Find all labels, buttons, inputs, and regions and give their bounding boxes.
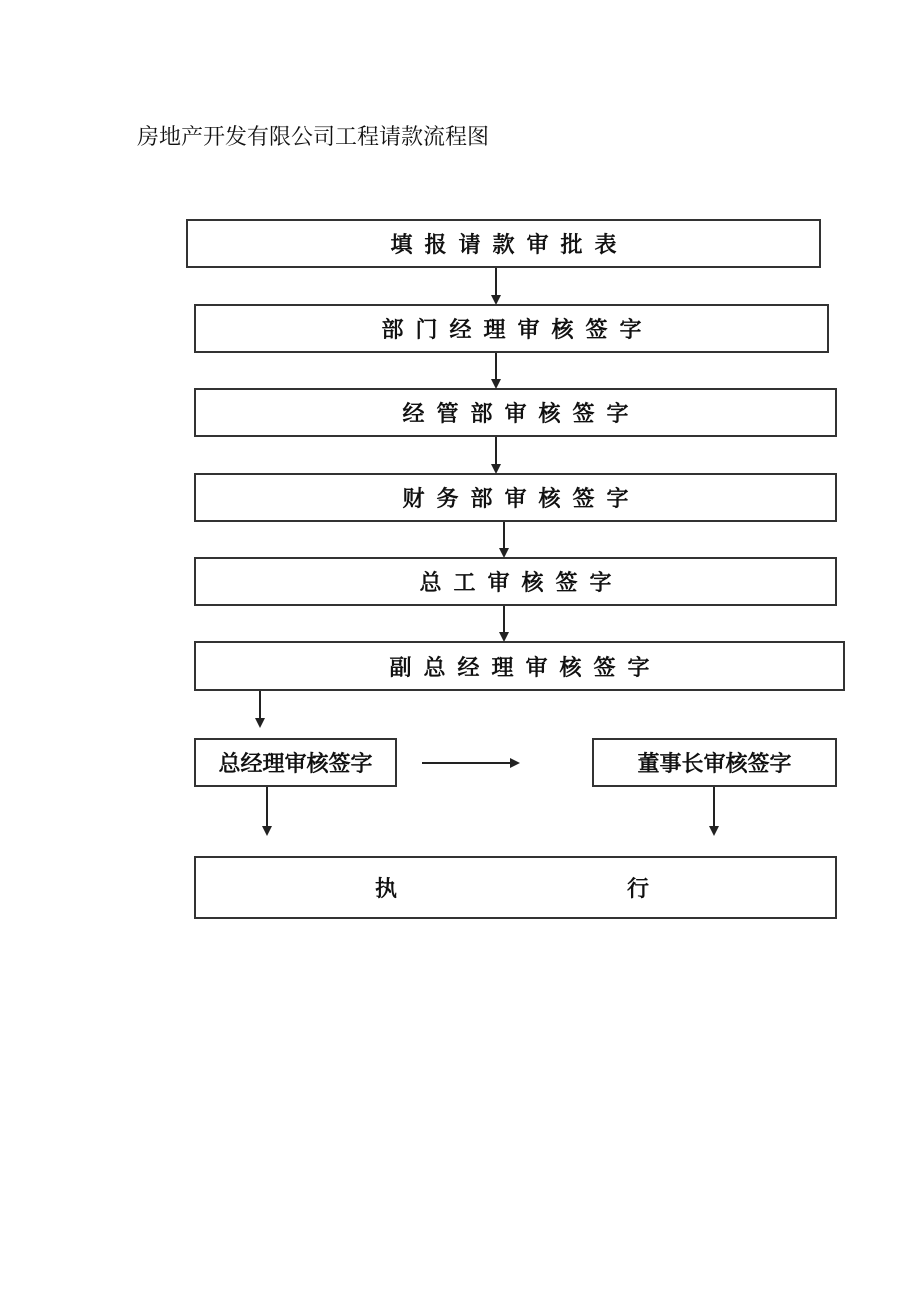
step-general-manager-label: 总经理审核签字 [218,752,373,777]
step-chief-engineer-label: 总工审核签字 [419,571,624,596]
execute-right-char: 行 [626,877,649,902]
step-finance-dept-label: 财务部审核签字 [402,487,641,512]
step-fill-form-label: 填报请款审批表 [390,233,629,258]
document-title: 房地产开发有限公司工程请款流程图 [137,125,490,150]
execute-left-char: 执 [375,877,398,902]
step-deputy-gm-label: 副总经理审核签字 [389,655,662,681]
step-chairman-label: 董事长审核签字 [637,752,792,777]
step-dept-manager-label: 部门经理审核签字 [381,318,654,343]
step-operations-dept-label: 经管部审核签字 [402,402,641,427]
